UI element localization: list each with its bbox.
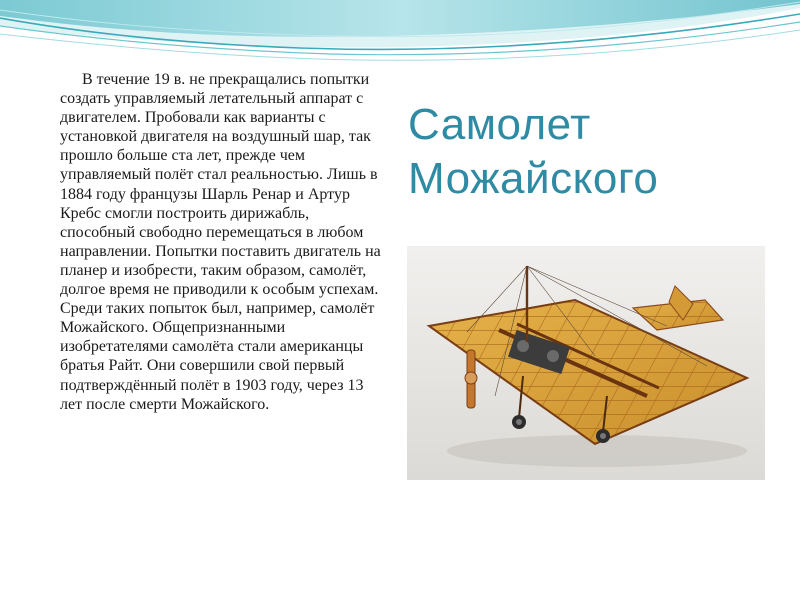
top-wave-banner — [0, 0, 800, 72]
airplane-model-photo — [407, 246, 765, 480]
slide-title: Самолет Можайского — [408, 100, 659, 203]
body-paragraph: В течение 19 в. не прекращались попытки создать управляемый летательный аппарат с двигателем. Пробовали как варианты с установкой двигателя на воздушный шар, так прошло больше ста лет, прежде чем управляемый полёт стал реальностью. Лишь в 1884 году французы Шарль Ренар и Артур Кребс смогли построить дирижабль, способный свободно перемещаться в любом направлении. Попытки поставить двигатель на планер и изобрести, таким образом, самолёт, долгое время не приводили к особым успехам. Среди таких попыток был, например, самолёт Можайского. Общепризнанными изобретателями самолёта стали американцы братья Райт. Они совершили свой первый подтверждённый полёт в 1903 году, через 13 лет после смерти Можайского. — [60, 71, 381, 413]
